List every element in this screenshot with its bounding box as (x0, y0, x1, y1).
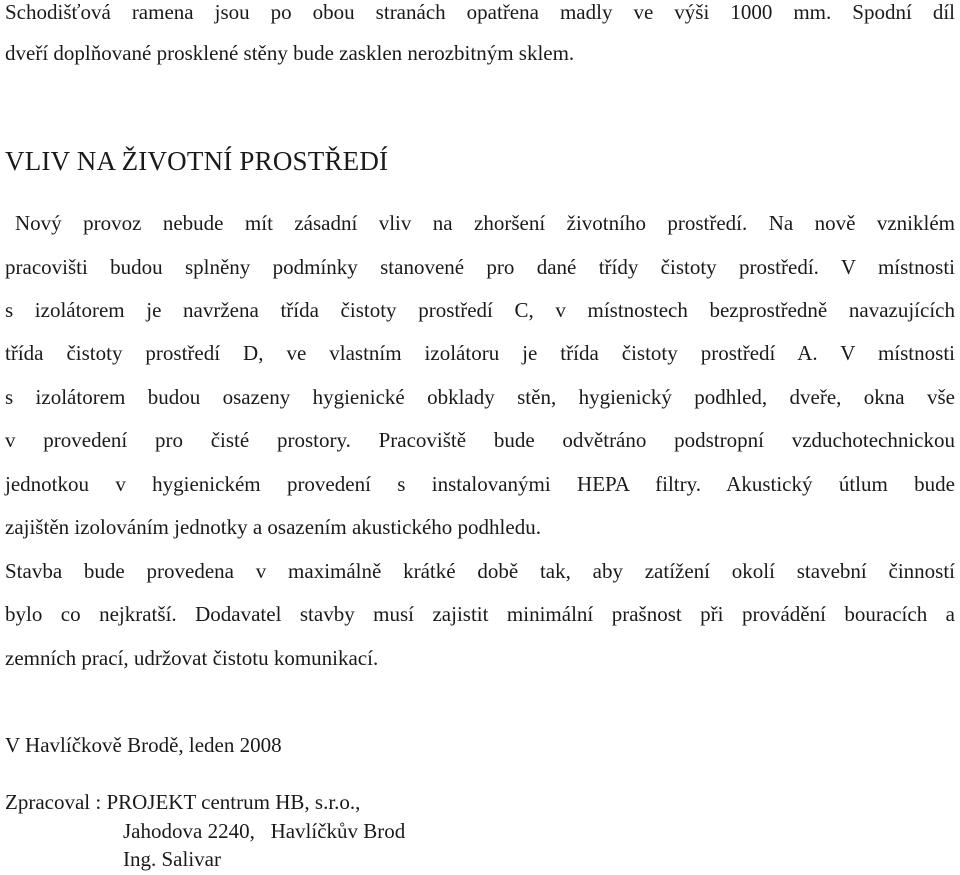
paragraph1-line-3: s izolátorem je navržena třída čistoty prostředí C, v místnostech bezprostředně navazujících (5, 298, 955, 322)
paragraph2-line-2: bylo co nejkratší. Dodavatel stavby musí zajistit minimální prašnost při provádění bouracích a (5, 602, 955, 626)
paragraph1-line-7: jednotkou v hygienickém provedení s instalovanými HEPA filtry. Akustický útlum bude (5, 472, 955, 496)
paragraph1-line-8: zajištěn izolováním jednotky a osazením akustického podhledu. (5, 515, 541, 539)
paragraph1-line-2: pracovišti budou splněny podmínky stanovené pro dané třídy čistoty prostředí. V místnosti (5, 255, 955, 279)
paragraph1-line-6: v provedení pro čisté prostory. Pracoviště bude odvětráno podstropní vzduchotechnickou (5, 428, 955, 452)
prepared-by: Zpracoval : PROJEKT centrum HB, s.r.o., (5, 790, 361, 814)
section-heading: VLIV NA ŽIVOTNÍ PROSTŘEDÍ (5, 146, 389, 176)
paragraph1-line-4: třída čistoty prostředí D, ve vlastním izolátoru je třída čistoty prostředí A. V místnosti (5, 341, 955, 365)
paragraph1-line-5: s izolátorem budou osazeny hygienické obklady stěn, hygienický podhled, dveře, okna vše (5, 385, 955, 409)
place-date: V Havlíčkově Brodě, leden 2008 (5, 733, 282, 757)
paragraph2-line-3: zemních prací, udržovat čistotu komunikací. (5, 646, 379, 670)
paragraph2-line-1: Stavba bude provedena v maximálně krátké době tak, aby zatížení okolí stavební činností (5, 559, 955, 583)
intro-line-1: Schodišťová ramena jsou po obou stranách opatřena madly ve výši 1000 mm. Spodní díl (5, 0, 955, 24)
company-address: Jahodova 2240, Havlíčkův Brod (123, 819, 406, 843)
intro-line-2: dveří doplňované prosklené stěny bude zasklen nerozbitným sklem. (5, 41, 575, 65)
author-name: Ing. Salivar (123, 847, 221, 871)
paragraph1-line-1: Nový provoz nebude mít zásadní vliv na zhoršení životního prostředí. Na nově vzniklém (15, 211, 955, 235)
